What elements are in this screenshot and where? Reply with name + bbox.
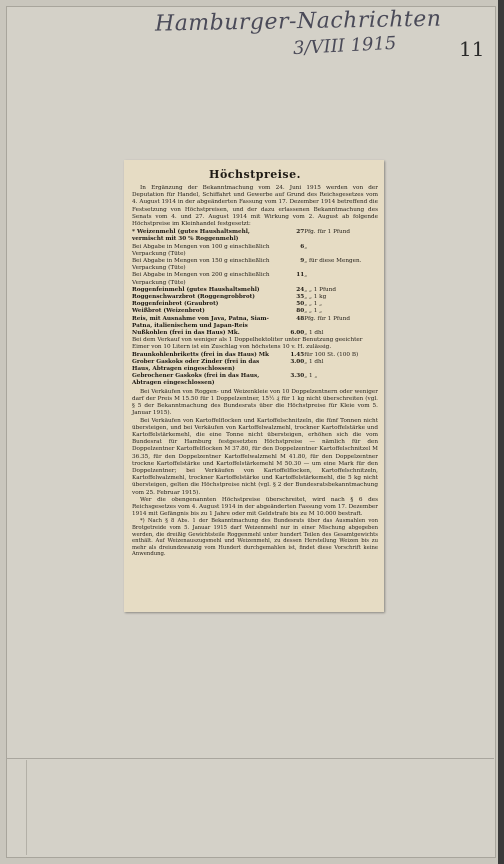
price-item: Roggenfeinmehl (gutes Haushaltsmehl) <box>132 286 260 293</box>
price-value: 80 <box>296 308 305 315</box>
price-unit: „ für diese Mengen. <box>304 258 362 265</box>
binding-strip <box>6 760 27 855</box>
price-row <box>132 287 378 294</box>
price-value: 24 <box>296 286 305 293</box>
price-item: * Weizenmehl (gutes Haushaltsmehl, vermischt mit 30 % Roggenmehl) <box>132 229 250 243</box>
price-value: 6.00 <box>290 330 305 337</box>
price-value: 35 <box>296 294 305 301</box>
price-item: Roggenschwarzbrot (Roggengrobbrot) <box>132 294 255 301</box>
price-unit: „ „ 1 Pfund <box>304 286 337 293</box>
price-row <box>132 352 378 359</box>
footnote: *) Nach § 8 Abs. 1 der Bekanntmachung des Bundesrats über das Ausmahlen von Brotgetreide vom 5. Januar 1915 darf Weizenmehl nur in einer Mischung abgegeben werden, die dreißig Gewichtsteile Roggenmehl unter hundert Teilen des Gesamtgewichts enthält. Auf Weizenauszugsmehl und Weizenmehl, zu dessen Herstellung Weizen bis zu mehr als dreiundzwanzig vom Hundert durchgemahlen ist, findet diese Vorschrift keine Anwendung. <box>132 518 378 558</box>
price-value: 3.30 <box>290 373 305 380</box>
price-value: 1.45 <box>290 351 305 358</box>
paragraph-penalty: Wer die obengenannten Höchstpreise überschreitet, wird nach § 6 des Reichsgesetzes vom 4. August 1914 in der abgeänderten Fassung vom 17. Dezember 1914 mit Gefängnis bis zu 1 Jahre oder mit Geldstrafe bis zu M 10.000 bestraft. <box>132 496 378 518</box>
price-item: Nußkohlen (frei in das Haus) Mk. <box>132 330 240 337</box>
price-value: 11 <box>296 272 305 279</box>
price-row <box>132 337 378 351</box>
price-row <box>132 258 378 272</box>
price-unit: „ <box>304 243 308 250</box>
price-row <box>132 244 378 258</box>
price-row <box>132 330 378 337</box>
price-row <box>132 229 378 243</box>
price-unit: „ <box>304 272 308 279</box>
price-item: Bei Abgabe in Mengen von 200 g einschließlich Verpackung (Tüte) <box>132 272 270 286</box>
fold-line <box>6 758 494 759</box>
price-unit: Pfg. für 1 Pfund <box>304 315 350 322</box>
newspaper-clipping <box>124 160 384 612</box>
price-unit: „ „ 1 kg <box>304 294 327 301</box>
price-unit: für 100 St. (100 B) <box>304 351 359 358</box>
price-item: Bei dem Verkauf von weniger als 1 Doppelhektoliter unter Benutzung geeichter Eimer von 10 Litern ist ein Zuschlag von höchstens 10 v. H. zulässig. <box>132 337 363 351</box>
price-value: 6 <box>300 243 305 250</box>
price-item: Grober Gaskoks oder Zinder (frei in das Haus, Abtragen eingeschlossen) <box>132 358 260 373</box>
price-unit: „ „ 1 „ <box>304 301 323 308</box>
price-unit: „ 1 dhl <box>304 358 324 365</box>
paragraph-kleie: Bei Verkäufen von Roggen- und Weizenkleie von 10 Doppelzentnern oder weniger darf der Preis M 15.50 für 1 Doppelzentner, 15½ ₰ für 1 kg nicht überschreiten (vgl. § 5 der Bekanntmachung des Bundesrats über die Höchstpreise für Kleie vom 5. Januar 1915). <box>132 388 378 417</box>
handwritten-title: Hamburger-Nachrichten <box>154 6 442 37</box>
clipping-title: Höchstpreise. <box>209 168 301 181</box>
price-row <box>132 308 378 315</box>
price-unit: „ 1 „ <box>304 373 318 380</box>
price-row <box>132 373 378 387</box>
price-item: Bei Abgabe in Mengen von 150 g einschließlich Verpackung (Tüte) <box>132 258 270 272</box>
price-value: 48 <box>296 315 305 322</box>
price-unit: „ „ 1 „ <box>304 308 323 315</box>
price-value: 9 <box>300 258 305 265</box>
price-value: 50 <box>296 301 305 308</box>
price-row <box>132 359 378 373</box>
price-item: Gebrochener Gaskoks (frei in das Haus, Abtragen eingeschlossen) <box>132 373 260 387</box>
price-value: 27 <box>296 229 305 236</box>
price-row <box>132 316 378 330</box>
price-item: Roggenfeinbrot (Graubrot) <box>132 301 219 308</box>
price-item: Reis, mit Ausnahme von Java, Patna, Siam-Patna, italienischem und Japan-Reis <box>132 315 269 329</box>
page-number: 11 <box>459 37 485 61</box>
price-item: Bei Abgabe in Mengen von 100 g einschließlich Verpackung (Tüte) <box>132 243 270 257</box>
handwritten-date: 3/VIII 1915 <box>292 32 397 60</box>
paragraph-kartoffel: Bei Verkäufen von Kartoffelflocken und Kartoffelschnitzeln, die fünf Tonnen nicht übersteigen, und bei Verkäufen von Kartoffelwalzmehl, trockner Kartoffelstärke und Kartoffelstärkemehl, die eine Tonne nicht übersteigen, erhöhen sich die vom Bundesrat für Hamburg festgesetzten Höchstpreise — nämlich für den Doppelzentner Kartoffelflocken M 37.80, für den Doppelzentner Kartoffelschnitzel M 36.35, für den Doppelzentner Kartoffelwalzmehl M 41.80, für den Doppelzentner trockne Kartoffelstärke und Kartoffelstärkemehl M 50.30 — um eine Mark für den Doppelzentner; bei Verkäufen von Kartoffelflocken, Kartoffelschnitzeln, Kartoffelwalzmehl, trockner Kartoffelstärke und Kartoffelstärkemehl, die 5 kg nicht übersteigen, gelten die Höchstpreise nicht (vgl. § 2 der Bundesratsbekanntmachung vom 25. Februar 1915). <box>132 417 378 496</box>
price-value: 3.00 <box>290 358 305 365</box>
price-item: Weißbrot (Weizenbrot) <box>132 308 205 315</box>
price-item: Braunkohlenbriketts (frei in das Haus) Mk <box>132 351 269 358</box>
price-table <box>132 229 378 387</box>
price-unit: Pfg. für 1 Pfund <box>304 229 350 236</box>
price-row <box>132 272 378 286</box>
intro-paragraph: In Ergänzung der Bekanntmachung vom 24. Juni 1915 werden von der Deputation für Handel, Schiffahrt und Gewerbe auf Grund des Reichsgesetzes vom 4. August 1914 in der abgeänderten Fassung vom 17. Dezember 1914 betreffend die Festsetzung von Höchstpreisen, und der dazu erlassenen Bekanntmachung des Senats vom 4. und 27. August 1914 mit Wirkung vom 2. August ab folgende Höchstpreise im Kleinhandel festgesetzt: <box>132 185 378 228</box>
price-unit: „ 1 dhl <box>304 330 324 337</box>
